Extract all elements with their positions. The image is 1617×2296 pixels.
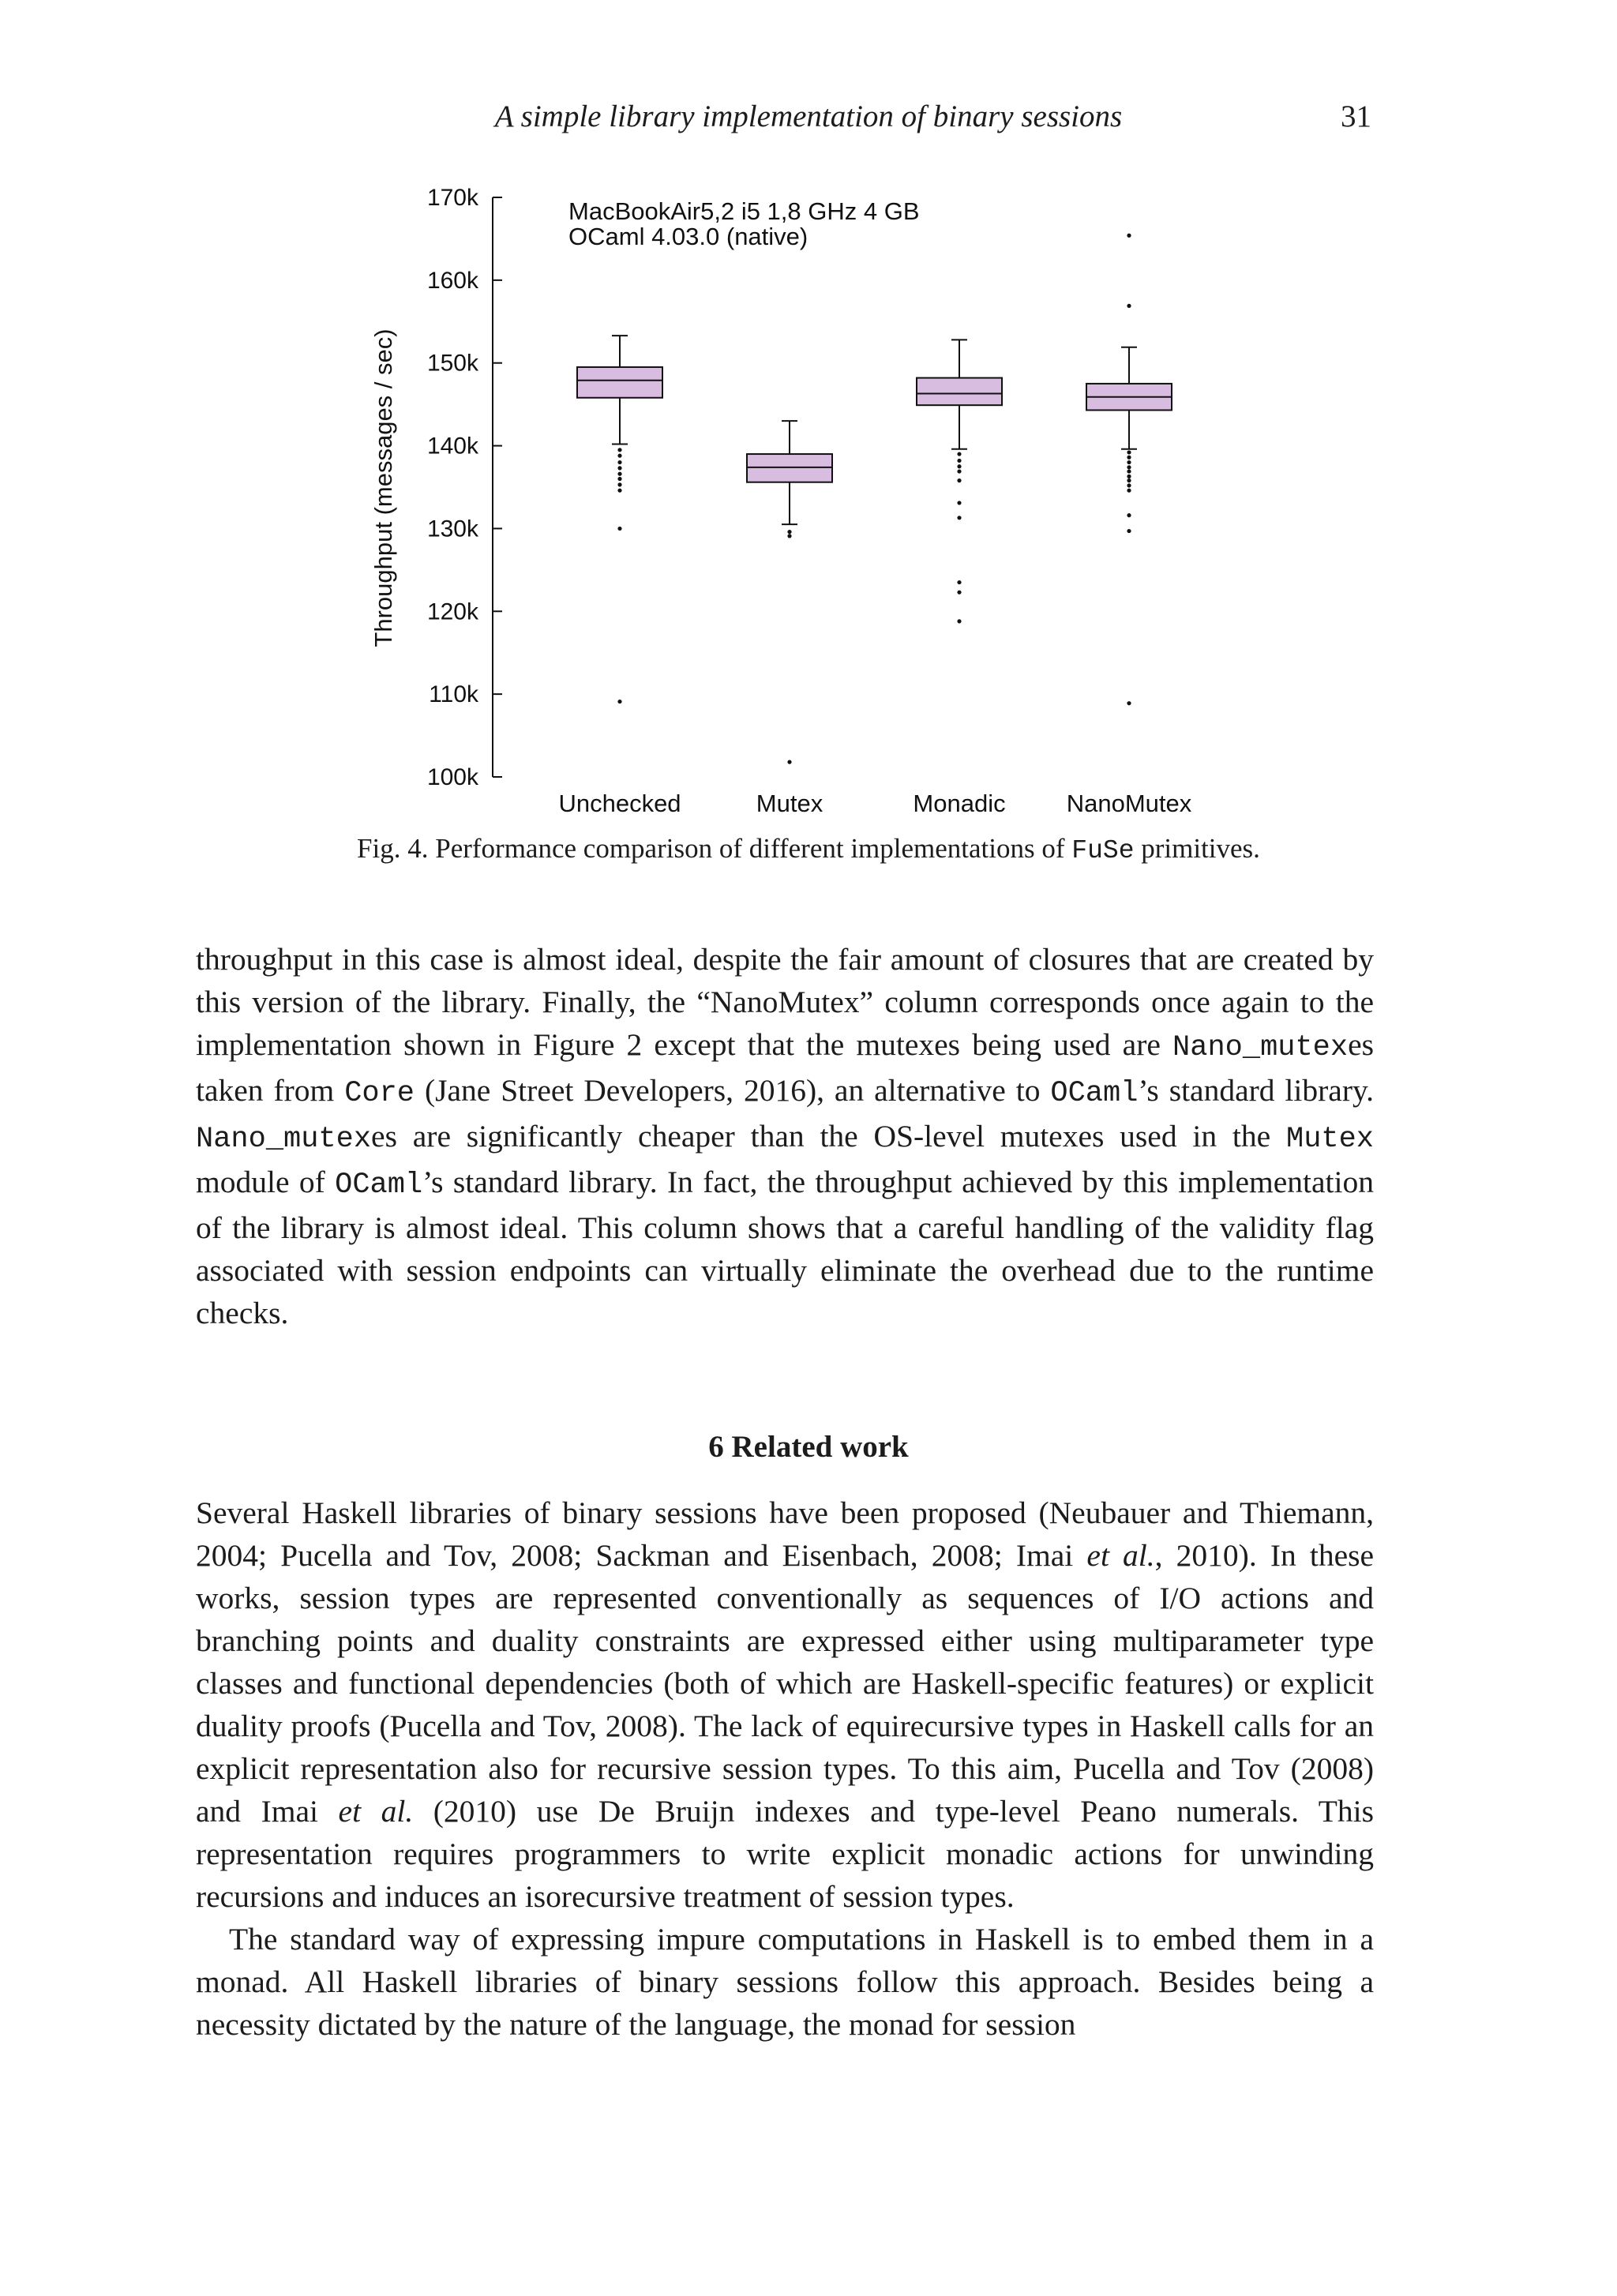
outlier-point (1127, 529, 1131, 533)
y-tick-label: 110k (429, 681, 478, 708)
outlier-point (957, 591, 961, 595)
paragraph-related-work (196, 1491, 1374, 2046)
outlier-point (617, 527, 621, 531)
y-tick-label: 160k (426, 267, 478, 294)
section-heading: 6 Related work (708, 1430, 909, 1464)
paragraph-text: Several Haskell libraries of binary sessions have been proposed (Neubauer and Thiemann, 2004; Pucella and Tov, 2008; Sackman and Eisenbach, 2008; Imai et al., 2010). In these works, session types are represented conventionally as sequences of I/O actions and branching points and duality constraints are expressed either using multiparameter type classes and functional dependencies (both of which are Haskell-specific features) or explicit duality proofs (Pucella and Tov, 2008). The lack of equirecursive types in Haskell calls for an explicit representation also for recursive session types. To this aim, Pucella and Tov (2008) and Imai et al. (2010) use De Bruijn indexes and type-level Peano numerals. This representation requires programmers to write explicit monadic actions for unwinding recursions and induces an isorecursive treatment of session types. (196, 1495, 1375, 1914)
y-tick-label: 100k (426, 764, 478, 790)
outlier-point (617, 489, 621, 493)
outlier-point (787, 534, 791, 538)
outlier-point (617, 482, 621, 486)
outlier-point (1127, 513, 1131, 517)
outlier-point (957, 452, 961, 456)
outlier-point (1127, 701, 1131, 705)
x-category-label: Monadic (913, 790, 1006, 817)
outlier-point (957, 516, 961, 520)
y-tick-label: 130k (426, 516, 478, 542)
outlier-point (957, 619, 961, 623)
outlier-point (1127, 465, 1131, 469)
chart-annotation-line1: MacBookAir5,2 i5 1,8 GHz 4 GB (568, 197, 920, 225)
outlier-point (617, 454, 621, 458)
x-category-label: NanoMutex (1066, 790, 1192, 817)
figure-caption (0, 829, 1617, 871)
outlier-point (1127, 450, 1131, 454)
caption-suffix: primitives. (1141, 833, 1260, 864)
outlier-point (617, 448, 621, 452)
paragraph-text: throughput in this case is almost ideal, despite the fair amount of closures that are created by this version of the library. Finally, the “NanoMutex” column corresponds once again to the implementation shown in Figure 2 except that the mutexes being used are Nano_mutexes taken from Core (Jane Street Developers, 2016), an alternative to OCaml’s standard library. Nano_mutexes are significantly cheaper than the OS-level mutexes used in the Mutex module of OCaml’s standard library. In fact, the throughput achieved by this implementation of the library is almost ideal. This column shows that a careful handling of the validity flag associated with session endpoints can virtually eliminate the overhead due to the runtime checks. (196, 942, 1375, 1330)
running-title: A simple library implementation of binary sessions (494, 99, 1123, 133)
page-number: 31 (1341, 99, 1371, 133)
outlier-point (957, 501, 961, 505)
x-category-label: Mutex (756, 790, 824, 817)
outlier-point (957, 459, 961, 463)
outlier-point (957, 580, 961, 584)
outlier-point (617, 466, 621, 470)
caption-code: FuSe (1071, 836, 1135, 865)
y-axis-label: Throughput (messages / sec) (370, 328, 397, 647)
outlier-point (1127, 478, 1131, 482)
outlier-point (1127, 489, 1131, 493)
outlier-point (1127, 483, 1131, 487)
y-tick-label: 120k (426, 598, 478, 625)
outlier-point (617, 700, 621, 703)
y-tick-label: 150k (426, 350, 478, 377)
outlier-point (957, 478, 961, 482)
throughput-boxplot (347, 174, 1295, 821)
outlier-point (617, 460, 621, 464)
outlier-point (957, 469, 961, 473)
outlier-point (617, 477, 621, 481)
outlier-point (617, 472, 621, 476)
running-head (0, 93, 1617, 141)
outlier-point (787, 530, 791, 534)
y-tick-label: 140k (426, 433, 478, 460)
caption-prefix: Fig. 4. Performance comparison of different implementations of (357, 833, 1065, 864)
paragraph-monad: The standard way of expressing impure computations in Haskell is to embed them in a monad. All Haskell libraries of binary sessions follow this approach. Besides being a necessity dictated by the nature of the language, the monad for session (196, 1922, 1374, 2042)
chart-annotation-line2: OCaml 4.03.0 (native) (568, 223, 808, 250)
outlier-point (1127, 475, 1131, 478)
outlier-point (787, 760, 791, 764)
outlier-point (1127, 234, 1131, 238)
outlier-point (957, 464, 961, 468)
x-category-label: Unchecked (558, 790, 681, 817)
outlier-point (1127, 460, 1131, 464)
outlier-point (1127, 469, 1131, 473)
chart-plot-area (427, 185, 1192, 817)
outlier-point (1127, 304, 1131, 308)
box-monadic (917, 378, 1002, 406)
paragraph-nanomutex (196, 938, 1374, 1334)
outlier-point (1127, 456, 1131, 460)
y-tick-label: 170k (426, 185, 478, 211)
box-unchecked (577, 367, 662, 398)
box-mutex (747, 454, 832, 482)
